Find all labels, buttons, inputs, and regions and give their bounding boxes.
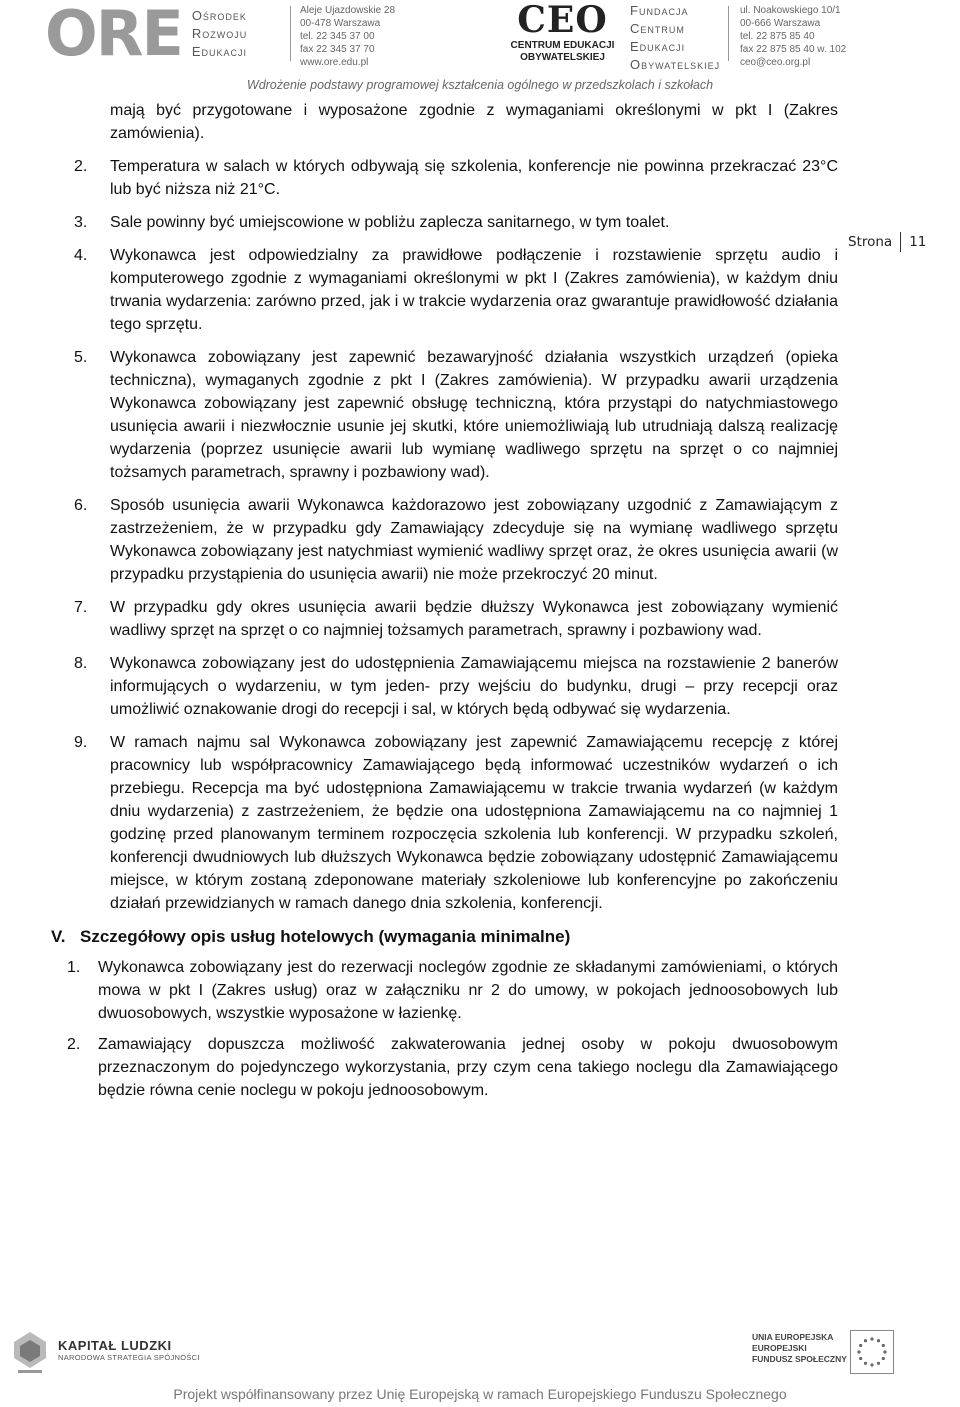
document-body xyxy=(51,99,838,1102)
ore-address: Aleje Ujazdowskie 28 00-478 Warszawa tel. 22 345 37 00 fax 22 345 37 70 www.ore.edu.pl xyxy=(300,5,396,68)
list-item: 2. Temperatura w salach w których odbywają się szkolenia, konferencje nie powinna przekraczać 23°C lub być niższa niż 21°C. xyxy=(74,158,838,198)
kapital-ludzki-text: KAPITAŁ LUDZKI NARODOWA STRATEGIA SPÓJNOŚCI xyxy=(58,1338,200,1362)
page-number xyxy=(848,232,926,252)
intro-paragraph: mają być przygotowane i wyposażone zgodnie z wymaganiami określonymi w pkt I (Zakres zamówienia). xyxy=(110,102,838,142)
list-item: 3. Sale powinny być umiejscowione w pobliżu zaplecza sanitarnego, w tym toalet. xyxy=(74,214,670,231)
ceo-logo: CEO CENTRUM EDUKACJI OBYWATELSKIEJ xyxy=(490,0,635,64)
kapital-ludzki-logo xyxy=(10,1328,50,1378)
section-list xyxy=(67,956,838,1102)
header-divider xyxy=(728,6,729,61)
page-number-value: 11 xyxy=(900,232,926,252)
header-divider xyxy=(290,6,291,61)
list-item: 6. Sposób usunięcia awarii Wykonawca każdorazowo jest zobowiązany uzgodnić z Zamawiającym z zastrzeżeniem, że w przypadku gdy Zamawiający zdecyduje się na wymianę wadliwego sprzętu Wykonawca zobowiązany jest natychmiast wymienić wadliwy sprzęt oraz, że okres usunięcia awarii (w przypadku przystąpienia do usunięcia awarii) nie może przekroczyć 20 minut. xyxy=(74,497,838,583)
ore-logo-name: Ośrodek Rozwoju Edukacji xyxy=(191,8,248,59)
list-item: 5. Wykonawca zobowiązany jest zapewnić bezawaryjność działania wszystkich urządzeń (opieka techniczna), wymaganych zgodnie z pkt I (Zakres zamówienia). W przypadku awarii urządzenia Wykonawca zobowiązany jest zapewnić obsługę techniczną, która przystąpi do natychmiastowego usunięcia awarii i niezwłocznie usunie jej skutki, które uniemożliwiają lub utrudniają dalszą realizację wydarzenia (poprzez usunięcie awarii lub wymianę wadliwego sprzętu na sprzęt o co najmniej tożsamych parametrach, sprawny i pozbawiony wad). xyxy=(74,349,838,481)
eu-flag-icon xyxy=(850,1330,894,1374)
ore-logo-mark: ORE xyxy=(45,0,182,70)
page-footer xyxy=(0,1320,960,1407)
list-item: 2. Zamawiający dopuszcza możliwość zakwaterowania jednej osoby w pokoju dwuosobowym przeznaczonym do pojedynczego wykorzystania, przy czym cena takiego noclegu dla Zamawiającego będzie równa cenie noclegu w pokoju jednoosobowym. xyxy=(67,1036,838,1099)
ceo-logo-mark: CEO xyxy=(517,0,608,41)
list-item: 1. Wykonawca zobowiązany jest do rezerwacji noclegów zgodnie ze składanymi zamówieniami, o których mowa w pkt I (Zakres usług) oraz w załączniku nr 2 do umowy, w pokojach jednoosobowych lub dwuosobowych, wszystkie wyposażone w łazienkę. xyxy=(67,959,838,1022)
section-heading: V. Szczegółowy opis usług hotelowych (wymagania minimalne) xyxy=(51,927,571,946)
list-item: 7. W przypadku gdy okres usunięcia awarii będzie dłuższy Wykonawca jest zobowiązany wymienić wadliwy sprzęt na sprzęt o co najmniej tożsamych parametrach, sprawny i pozbawiony wad. xyxy=(74,599,838,639)
list-item: 8. Wykonawca zobowiązany jest do udostępnienia Zamawiającemu miejsca na rozstawienie 2 banerów informujących o wydarzeniu, w tym jeden- przy wejściu do budynku, drugi – przy recepcji oraz umożliwić oznakowanie drogi do recepcji i sal, w których będą odbywać się wydarzenia. xyxy=(74,655,838,718)
list-item: 4. Wykonawca jest odpowiedzialny za prawidłowe podłączenie i rozstawienie sprzętu audio i komputerowego zgodnie z wymaganiami określonymi w pkt I (Zakres zamówienia), w każdym dniu trwania wydarzenia: zarówno przed, jak i w trakcie wydarzenia oraz gwarantuje prawidłowość działania tego sprzętu. xyxy=(74,247,838,333)
page-header xyxy=(0,0,960,100)
ore-logo xyxy=(45,0,248,70)
ceo-address: ul. Noakowskiego 10/1 00-666 Warszawa tel. 22 875 85 40 fax 22 875 85 40 w. 102 ceo@ceo.org.pl xyxy=(740,5,847,68)
list-item: 9. W ramach najmu sal Wykonawca zobowiązany jest zapewnić Zamawiającemu recepcję z której pracownicy lub współpracownicy Zamawiającego będą informować uczestników wydarzeń o ich przebiegu. Recepcja ma być udostępniona Zamawiającemu w trakcie trwania wydarzeń (w każdym dniu wydarzenia) z zastrzeżeniem, że będzie ona udostępniona Zamawiającemu na co najmniej 1 godzinę przed planowanym terminem rozpoczęcia szkolenia lub konferencji. W przypadku szkoleń, konferencji dwudniowych lub dłuższych Wykonawca będzie zobowiązany udostępnić Zamawiającemu miejsce, w którym zostaną zdeponowane materiały szkoleniowe lub konferencyjne po zakończeniu działań przewidzianych w ramach danego dnia szkolenia, konferencji. xyxy=(74,734,838,912)
eu-fund-text: UNIA EUROPEJSKA EUROPEJSKI FUNDUSZ SPOŁECZNY xyxy=(752,1332,847,1364)
footer-note: Projekt współfinansowany przez Unię Europejską w ramach Europejskiego Funduszu Społecznego xyxy=(173,1386,787,1402)
fceo-name: Fundacja Centrum Edukacji Obywatelskiej xyxy=(630,3,721,72)
page-label: Strona xyxy=(848,234,893,250)
header-subtitle: Wdrożenie podstawy programowej kształcenia ogólnego w przedszkolach i szkołach xyxy=(246,78,714,92)
